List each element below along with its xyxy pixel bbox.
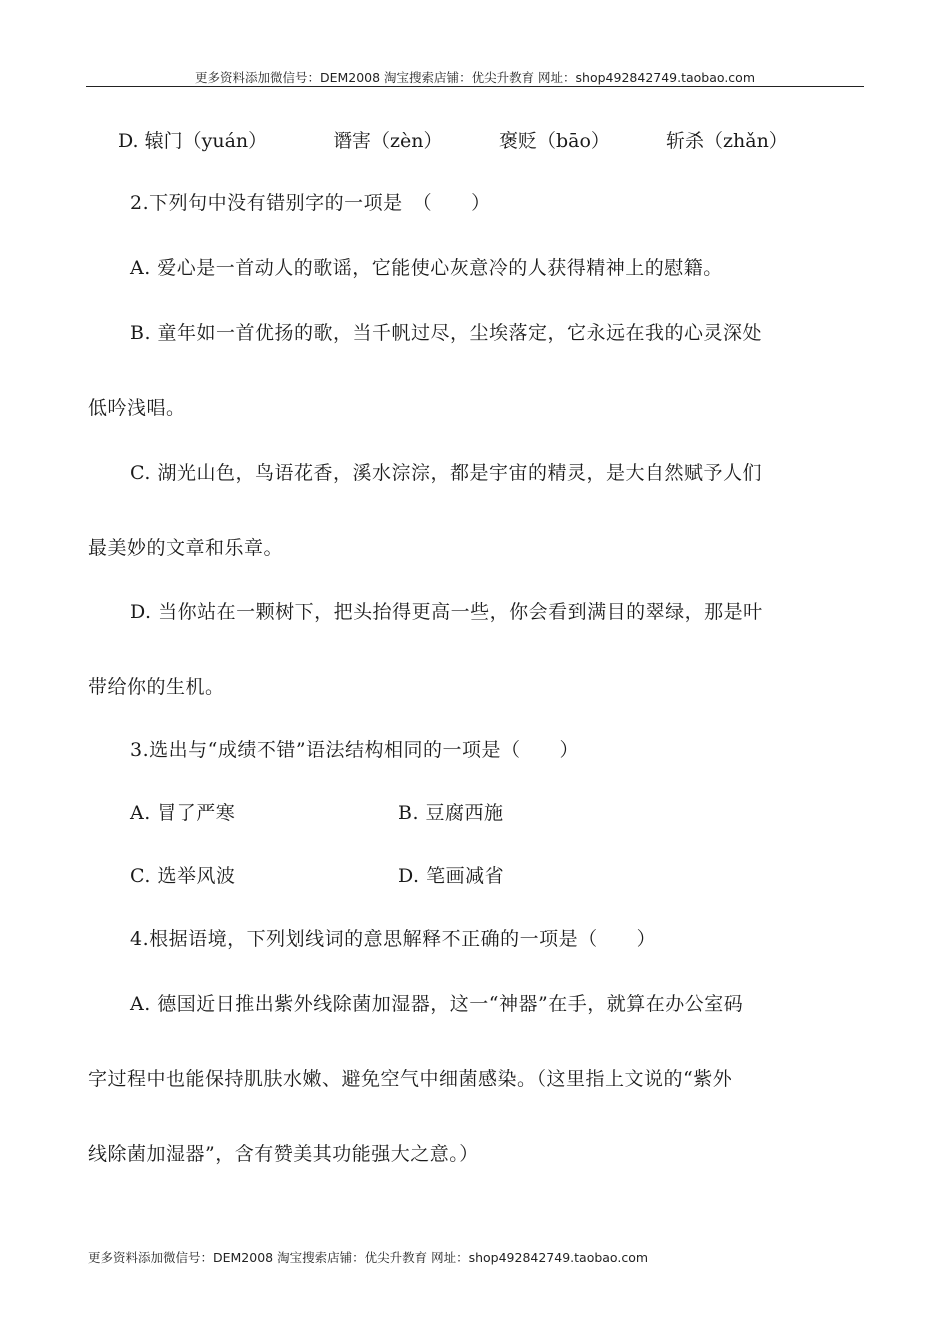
- q2-stem: 2.下列句中没有错别字的一项是 （ ）: [130, 192, 491, 214]
- page-header: 更多资料添加微信号：DEM2008 淘宝搜索店铺：优尖升教育 网址：shop492842749.taobao.com: [194, 70, 756, 85]
- q3-option-b: B. 豆腐西施: [398, 802, 504, 824]
- q4-option-a-cont1: 字过程中也能保持肌肤水嫩、避免空气中细菌感染。（这里指上文说的“紫外: [88, 1068, 733, 1090]
- q2-option-d: D. 当你站在一颗树下，把头抬得更高一些，你会看到满目的翠绿，那是叶: [130, 601, 763, 623]
- q1-option-d-item4: 斩杀（zhǎn）: [666, 130, 788, 152]
- q1-option-d-item3: 褒贬（bāo）: [499, 130, 610, 152]
- q2-option-c-cont: 最美妙的文章和乐章。: [88, 537, 284, 559]
- q4-option-a: A. 德国近日推出紫外线除菌加湿器，这一“神器”在手，就算在办公室码: [130, 993, 744, 1015]
- q2-option-a: A. 爱心是一首动人的歌谣，它能使心灰意冷的人获得精神上的慰籍。: [130, 257, 723, 279]
- page-footer: 更多资料添加微信号：DEM2008 淘宝搜索店铺：优尖升教育 网址：shop492842749.taobao.com: [88, 1250, 649, 1265]
- q3-stem: 3.选出与“成绩不错”语法结构相同的一项是（ ）: [130, 739, 580, 761]
- q2-option-c: C. 湖光山色，鸟语花香，溪水淙淙，都是宇宙的精灵，是大自然赋予人们: [130, 462, 762, 484]
- q2-option-d-cont: 带给你的生机。: [88, 676, 225, 698]
- q2-option-b: B. 童年如一首优扬的歌，当千帆过尽，尘埃落定，它永远在我的心灵深处: [130, 322, 763, 344]
- header-divider: [86, 86, 864, 87]
- q4-option-a-cont2: 线除菌加湿器”，含有赞美其功能强大之意。）: [88, 1143, 479, 1165]
- q3-option-d: D. 笔画减省: [398, 865, 505, 887]
- q3-option-c: C. 选举风波: [130, 865, 236, 887]
- q1-option-d: D. 辕门（yuán）: [118, 130, 268, 152]
- q3-option-a: A. 冒了严寒: [130, 802, 236, 824]
- q4-stem: 4.根据语境，下列划线词的意思解释不正确的一项是（ ）: [130, 928, 657, 950]
- q1-option-d-item2: 谮害（zèn）: [333, 130, 443, 152]
- q2-option-b-cont: 低吟浅唱。: [88, 397, 186, 419]
